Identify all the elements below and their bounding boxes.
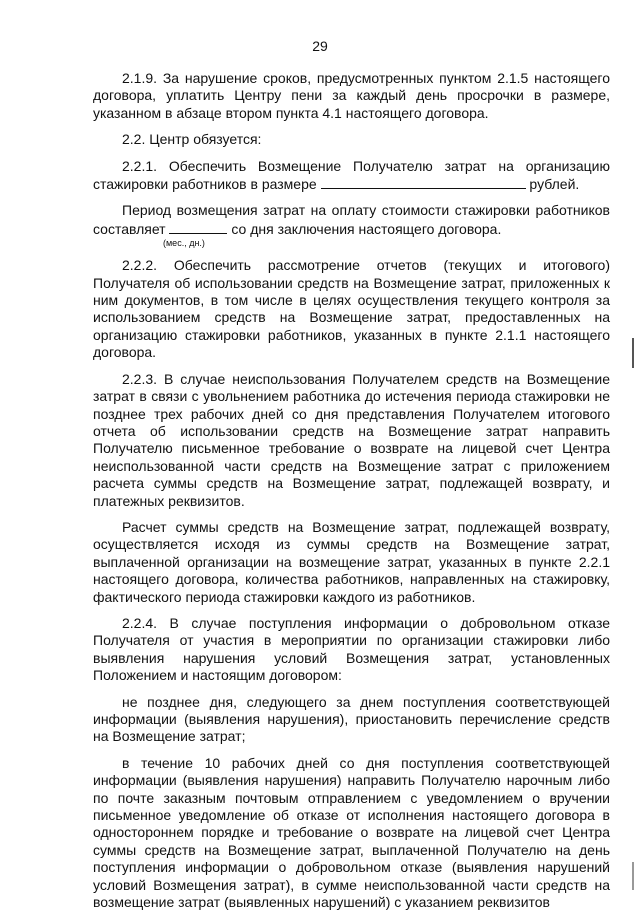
paragraph-2-2-3: 2.2.3. В случае неиспользования Получателем средств на Возмещение затрат в связи с увольнением работника до истечения периода стажировки не позднее трех рабочих дней со дня представления Получателем итогового отчета об использовании средств на Возмещение затрат направить Получателю письменное требование о возврате на лицевой счет Центра неиспользованной части средств на Возмещение затрат с приложением расчета суммы средств на Возмещение затрат, подлежащей возврату, и платежных реквизитов. bbox=[93, 370, 610, 509]
amount-blank-line bbox=[321, 175, 526, 189]
paragraph-period bbox=[93, 202, 610, 238]
document-body bbox=[93, 70, 610, 920]
paragraph-period-text: Период возмещения затрат на оплату стоимости стажировки работников составляет bbox=[93, 202, 610, 237]
period-blank-line bbox=[169, 220, 227, 234]
paragraph-2-2: 2.2. Центр обязуется: bbox=[122, 131, 262, 148]
paragraph-2-2-4: 2.2.4. В случае поступления информации о добровольном отказе Получателя от участия в мероприятии по организации стажировки либо выявления нарушения условий Возмещения затрат, установленных Положением и настоящим договором: bbox=[93, 614, 610, 684]
paragraph-suspend: не позднее дня, следующего за днем поступления соответствующей информации (выявления нарушения), приостановить перечисление средств на Возмещение затрат; bbox=[93, 693, 610, 745]
paragraph-2-2-1 bbox=[93, 158, 610, 194]
paragraph-2-1-9: 2.1.9. За нарушение сроков, предусмотренных пунктом 2.1.5 настоящего договора, уплатить Центру пени за каждый день просрочки в размере, указанном в абзаце втором пункта 4.1 настоящего договора. bbox=[93, 70, 610, 121]
paragraph-2-2-1-text: 2.2.1. Обеспечить Возмещение Получателю затрат на организацию стажировки работников в размере bbox=[93, 157, 610, 193]
page-number: 29 bbox=[312, 38, 328, 54]
paragraph-calculation: Расчет суммы средств на Возмещение затрат, подлежащей возврату, осуществляется исходя из суммы средств на Возмещение затрат, выплаченной организации на возмещение затрат, указанных в пункте 2.2.1 настоящего договора, количества работников, направленных на стажировку, фактического периода стажировки каждого из работников. bbox=[93, 518, 610, 605]
paragraph-2-2-1-tail: рублей. bbox=[525, 176, 580, 193]
period-field-hint: (мес., дн.) bbox=[163, 238, 205, 249]
scan-edge-mark bbox=[632, 862, 634, 890]
paragraph-period-tail: со дня заключения настоящего договора. bbox=[227, 220, 502, 237]
paragraph-notice: в течение 10 рабочих дней со дня поступления соответствующей информации (выявления нарушения) направить Получателю нарочным либо по почте заказным почтовым отправлением с уведомлением о вручении письменное уведомление об отказе от исполнения настоящего договора в одностороннем порядке и требование о возврате на лицевой счет Центра суммы средств на Возмещение затрат, выплаченной Получателю на день поступления информации о добровольном отказе (выявления нарушений условий Возмещения затрат), в сумме неиспользованной части средств на возмещение затрат (выявленных нарушений) с указанием реквизитов bbox=[93, 754, 610, 911]
scan-edge-mark bbox=[632, 338, 634, 368]
paragraph-2-2-2: 2.2.2. Обеспечить рассмотрение отчетов (текущих и итогового) Получателя об использовании средств на Возмещение затрат, приложенных к ним документов, в том числе в целях осуществления текущего контроля за использованием средств на Возмещение затрат, предоставленных на организацию стажировки работников, указанных в пункте 2.1.1 настоящего договора. bbox=[93, 257, 610, 361]
